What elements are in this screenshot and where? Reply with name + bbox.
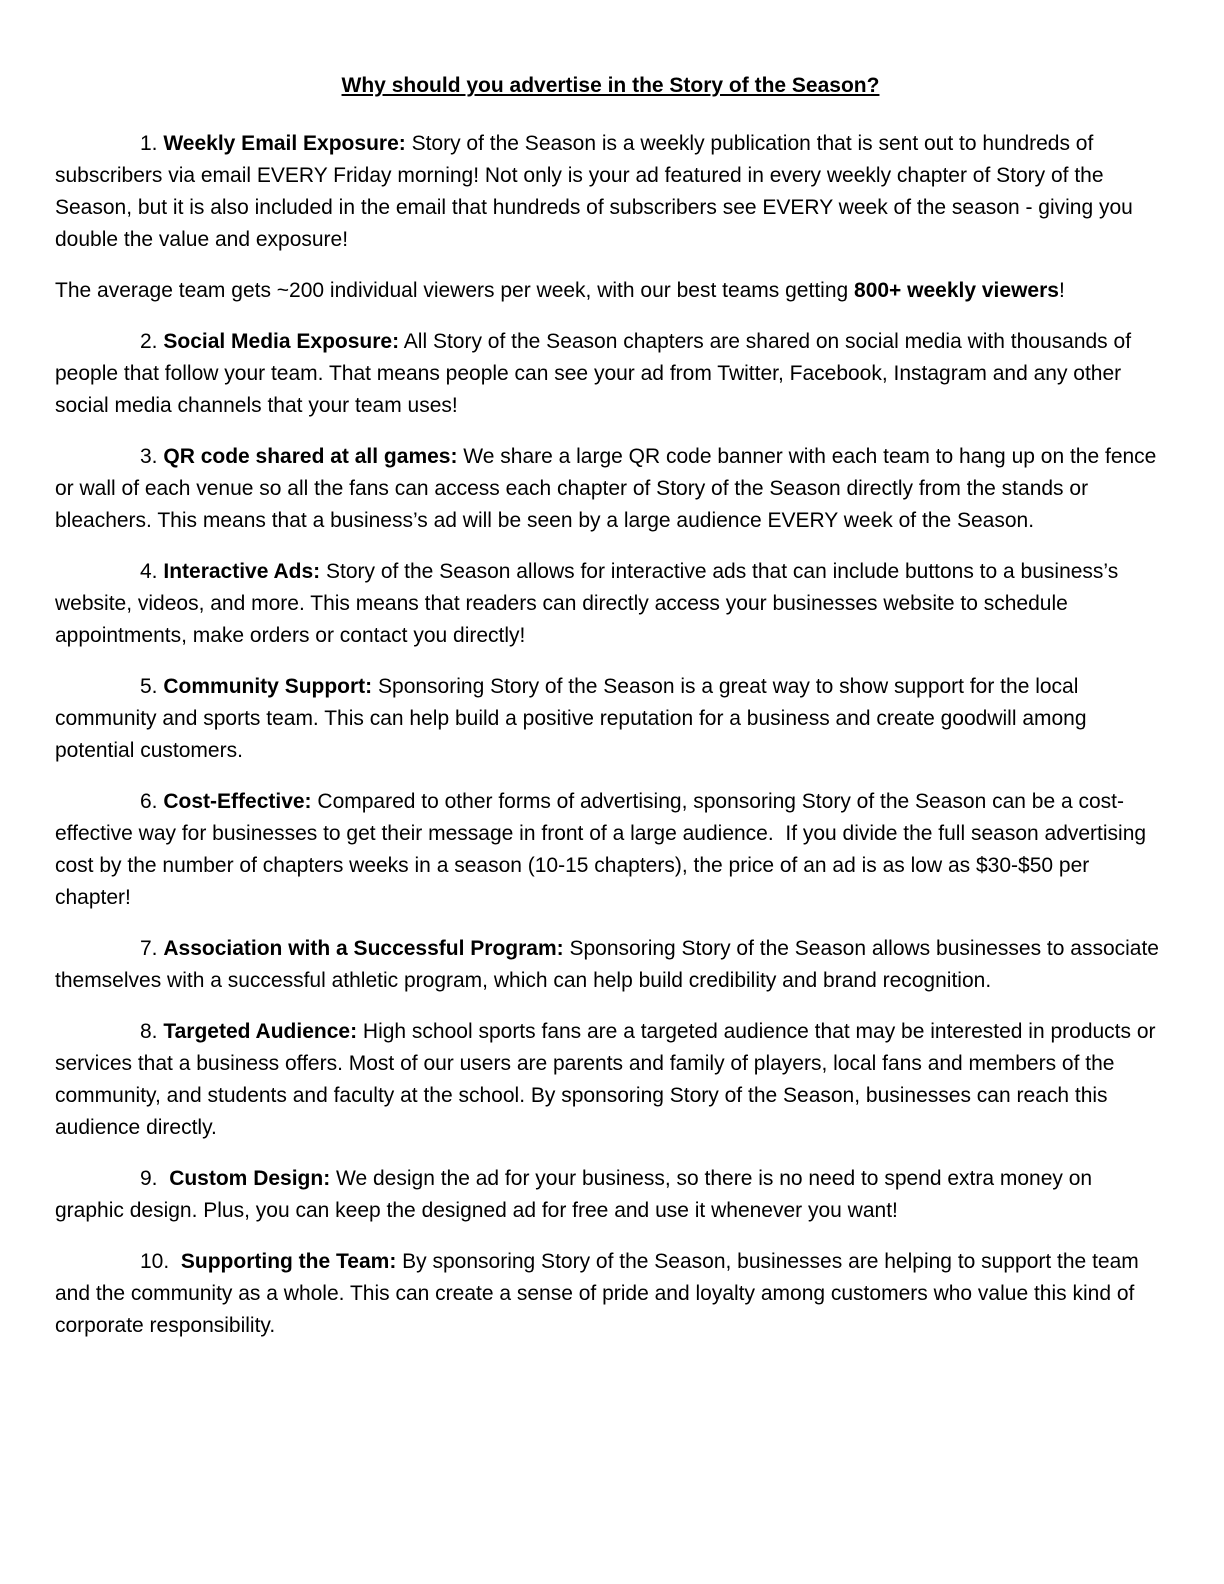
item-label: Association with a Successful Program:	[163, 937, 564, 960]
item-number: 8.	[140, 1020, 164, 1043]
viewers-note-bold: 800+ weekly viewers	[854, 279, 1059, 302]
item-body: All Story of the Season chapters are shared on social media with thousands of people that follow your team. That means people can see your ad from Twitter, Facebook, Instagram and any other social media channels that your team uses!	[55, 330, 1137, 417]
item-body: Sponsoring Story of the Season is a great way to show support for the local community and sports team. This can help build a positive reputation for a business and create goodwill among potential customers.	[55, 675, 1093, 762]
item-label: Social Media Exposure:	[163, 330, 400, 353]
item-number: 1.	[140, 132, 164, 155]
item-body: Story of the Season is a weekly publication that is sent out to hundreds of subscribers via email EVERY Friday morning! Not only is your ad featured in every weekly chapter of Story of the Season, but it is also included in the email that hundreds of subscribers see EVERY week of the season - giving you double the value and exposure!	[55, 132, 1139, 251]
item-number: 4.	[140, 560, 164, 583]
item-paragraph-8	[55, 1016, 1166, 1144]
item-body: Story of the Season allows for interactive ads that can include buttons to a business’s website, videos, and more. This means that readers can directly access your businesses website to schedule appointments, make orders or contact you directly!	[55, 560, 1125, 647]
item-body: We design the ad for your business, so there is no need to spend extra money on graphic design. Plus, you can keep the designed ad for free and use it whenever you want!	[55, 1167, 1098, 1222]
viewers-note-post: !	[1058, 279, 1065, 302]
item-number: 5.	[140, 675, 164, 698]
item-label: Targeted Audience:	[163, 1020, 358, 1043]
item-number: 7.	[140, 937, 164, 960]
item-label: Cost-Effective:	[163, 790, 312, 813]
item-paragraph-10	[55, 1246, 1166, 1342]
item-label: QR code shared at all games:	[163, 445, 458, 468]
item-body: By sponsoring Story of the Season, businesses are helping to support the team and the community as a whole. This can create a sense of pride and loyalty among customers who value this kind of corporate responsibility.	[55, 1250, 1145, 1337]
item-paragraph-2	[55, 326, 1166, 422]
item-paragraph-4	[55, 556, 1166, 652]
item-number: 6.	[140, 790, 164, 813]
item-body: High school sports fans are a targeted audience that may be interested in products or services that a business offers. Most of our users are parents and family of players, local fans and members of the community, and students and faculty at the school. By sponsoring Story of the Season, businesses can reach this audience directly.	[55, 1020, 1162, 1139]
item-body: Compared to other forms of advertising, sponsoring Story of the Season can be a cost-effective way for businesses to get their message in front of a large audience. If you divide the full season advertising cost by the number of chapters weeks in a season (10-15 chapters), the price of an ad is as low as $30-$50 per chapter!	[55, 790, 1152, 909]
viewers-note-pre: The average team gets ~200 individual viewers per week, with our best teams getting	[55, 279, 855, 302]
item-paragraph-3	[55, 441, 1166, 537]
item-paragraph-6	[55, 786, 1166, 914]
item-body: We share a large QR code banner with each team to hang up on the fence or wall of each venue so all the fans can access each chapter of Story of the Season directly from the stands or bleachers. This means that a business’s ad will be seen by a large audience EVERY week of the Season.	[55, 445, 1163, 532]
item-label: Weekly Email Exposure:	[163, 132, 406, 155]
item-paragraph-1	[55, 128, 1166, 256]
item-number: 2.	[140, 330, 164, 353]
item-paragraph-5	[55, 671, 1166, 767]
viewers-note-paragraph	[55, 275, 1166, 307]
item-paragraph-9	[55, 1163, 1166, 1227]
page-title: Why should you advertise in the Story of the Season?	[341, 74, 880, 97]
item-number: 9.	[140, 1167, 170, 1190]
item-paragraph-7	[55, 933, 1166, 997]
item-label: Interactive Ads:	[163, 560, 321, 583]
item-label: Supporting the Team:	[180, 1250, 397, 1273]
item-label: Community Support:	[163, 675, 373, 698]
item-body: Sponsoring Story of the Season allows businesses to associate themselves with a successful athletic program, which can help build credibility and brand recognition.	[55, 937, 1165, 992]
item-number: 3.	[140, 445, 164, 468]
item-label: Custom Design:	[169, 1167, 331, 1190]
item-number: 10.	[140, 1250, 181, 1273]
